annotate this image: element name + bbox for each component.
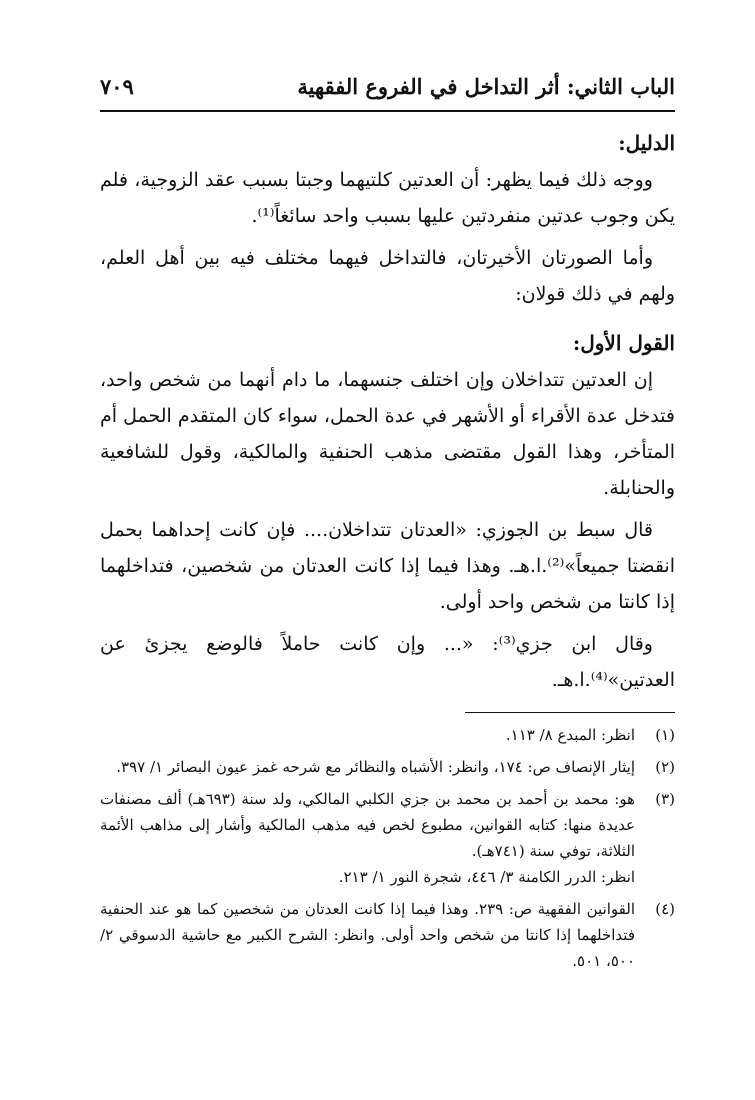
footnote-text: القوانين الفقهية ص: ٢٣٩. وهذا فيما إذا كانت العدتان من شخصين كما هو عند الحنفية فتداخلهما إذا كانتا من شخص واحد أولى. وانظر: الشرح الكبير مع حاشية الدسوقي ٢/ ٥٠٠، ٥٠١. — [100, 900, 635, 970]
paragraph: قال سبط بن الجوزي: «العدتان تتداخلان.... فإن كانت إحداهما بحمل انقضتا جميعاً»⁽²⁾.ا.هـ. وهذا فيما إذا كانت العدتان من شخصين، فتداخلهما إذا كانتا من شخص واحد أولى. — [100, 519, 675, 613]
heading-first-opinion: القول الأول: — [572, 331, 675, 355]
chapter-title: الباب الثاني: أثر التداخل في الفروع الفقهية — [297, 74, 675, 99]
running-header — [100, 70, 675, 112]
footnote-separator — [465, 712, 675, 713]
footnote-2 — [100, 754, 675, 780]
footnote-1 — [100, 722, 675, 748]
footnotes — [100, 722, 675, 980]
paragraph: إن العدتين تتداخلان وإن اختلف جنسهما، ما دام أنهما من شخص واحد، فتدخل عدة الأقراء أو الأشهر في عدة الحمل، سواء كان المتقدم الحمل أم المتأخر، وهذا القول مقتضى مذهب الحنفية والمالكية، وقول للشافعية والحنابلة. — [100, 369, 675, 499]
footnote-text-continued: انظر: الدرر الكامنة ٣/ ٤٤٦، شجرة النور ١/ ٢١٣. — [338, 868, 635, 886]
footnote-number: (١) — [655, 726, 675, 744]
footnote-4 — [100, 896, 675, 974]
footnote-text: انظر: المبدع ٨/ ١١٣. — [505, 726, 635, 744]
footnote-number: (٣) — [655, 790, 675, 808]
main-text — [100, 128, 675, 704]
footnote-number: (٢) — [655, 758, 675, 776]
page-number: ٧٠٩ — [100, 74, 134, 99]
footnote-number: (٤) — [655, 900, 675, 918]
footnote-3 — [100, 786, 675, 890]
footnote-text: إيثار الإنصاف ص: ١٧٤، وانظر: الأشباه والنظائر مع شرحه غمز عيون البصائر ١/ ٣٩٧. — [116, 758, 635, 776]
heading-evidence: الدليل: — [618, 131, 675, 155]
footnote-text: هو: محمد بن أحمد بن محمد بن جزي الكلبي المالكي، ولد سنة (٦٩٣هـ) ألف مصنفات عديدة منها: كتابه القوانين، مطبوع لخص فيه مذهب المالكية وأشار إلى مذاهب الأئمة الثلاثة، توفي سنة (٧٤١هـ). — [100, 790, 635, 860]
paragraph: ووجه ذلك فيما يظهر: أن العدتين كلتيهما وجبتا بسبب عقد الزوجية، فلم يكن وجوب عدتين منفردتين عليها بسبب واحد سائغاً⁽¹⁾. — [100, 169, 675, 227]
paragraph: وأما الصورتان الأخيرتان، فالتداخل فيهما مختلف فيه بين أهل العلم، ولهم في ذلك قولان: — [100, 247, 675, 305]
paragraph: وقال ابن جزي⁽³⁾: «... وإن كانت حاملاً فالوضع يجزئ عن العدتين»⁽⁴⁾.ا.هـ. — [100, 633, 675, 691]
